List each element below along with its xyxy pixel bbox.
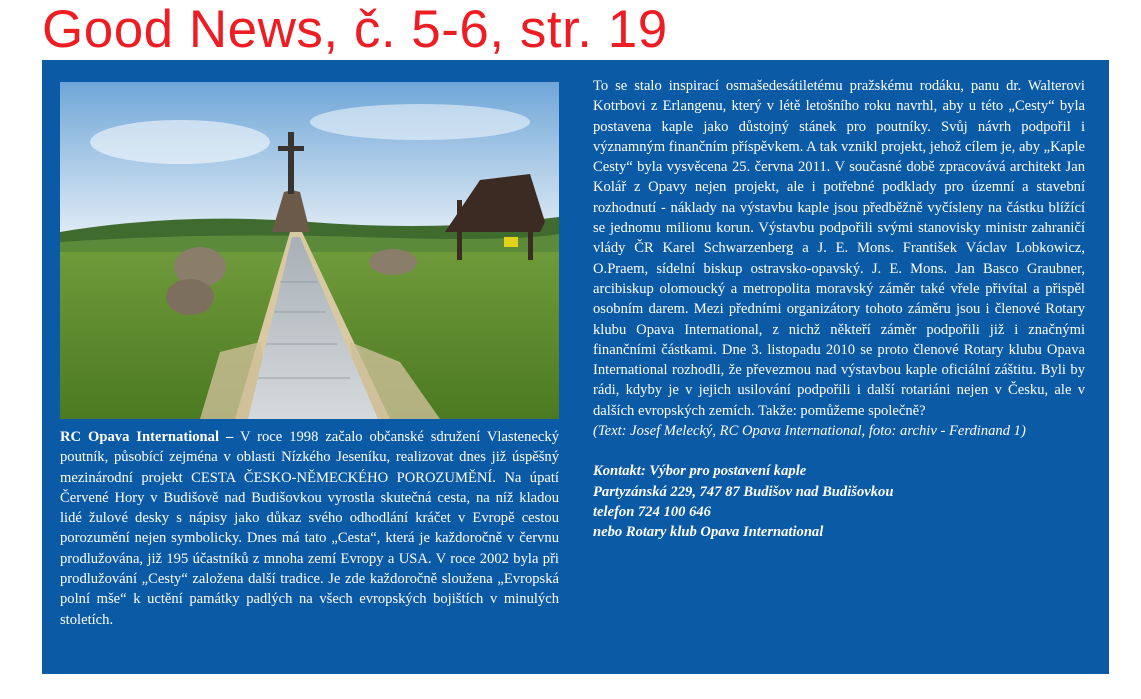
article-text-left: V roce 1998 začalo občanské sdružení Vlastenecký poutník, působící zejména v oblasti Nízkého Jeseníku, realizovat dnes již úspěšný mezinárodní projekt CESTA ČESKO-NĚMECKÉHO POROZUMĚNÍ. Na úpatí Červené Hory v Budišově nad Budišovkou vyrostla skutečná cesta, na níž kladou lidé žulové desky s nápisy jako důkaz svého odhodlání kráčet v Evropě cestou porozumění nejen symbolicky. Dnes má tato „Cesta“, která je každoročně v červnu prodlužována, již 195 účastníků z mnoha zemí Evropy a USA. V roce 2002 byla při prodlužování „Cesty“ založena další tradice. Je zde každoročně sloužena „Evropská polní mše“ k uctění památky padlých na všech evropských bojištích v minulých stoletích. — [60, 429, 559, 628]
article-column-right — [593, 76, 1085, 543]
club-name: RC Opava International – — [60, 429, 234, 445]
contact-phone: telefon 724 100 646 — [593, 503, 711, 520]
article-photo — [60, 82, 559, 419]
article-column-left — [60, 427, 559, 630]
contact-address: Partyzánská 229, 747 87 Budišov nad Budišovkou — [593, 483, 894, 500]
article-body-left — [60, 427, 559, 630]
article-text-right: To se stalo inspirací osmašedesátiletému pražskému rodáku, panu dr. Walterovi Kotrbovi z Erlangenu, který v létě letošního roku navrhl, aby u této „Cesty“ byla postavena kaple jako důstojný stánek pro poutníky. Svůj návrh podpořil i významným finančním příspěvkem. A tak vznikl projekt, jehož cílem je, aby „Kaple Cesty“ byla vysvěcena 25. června 2011. V současné době zpracovává architekt Jan Kolář z Opavy nejen projekt, ale i potřebné podklady pro územní a stavební rozhodnutí - náklady na výstavbu kaple jsou předběžně vyčísleny na částku blížící se jednomu milionu korun. Výstavbu podpořili svými stanovisky ministr zahraničí vlády ČR Karel Schwarzenberg a J. E. Mons. František Václav Lobkowicz, O.Praem, sídelní biskup ostravsko-opavský. J. E. Mons. Jan Basco Graubner, arcibiskup olomoucký a metropolita moravský záměr také vřele přivítal a přispěl osobním darem. Mezi předními organizátory tohoto záměru jsou i členové Rotary klubu Opava International, z nichž někteří záměr podpořili již i značnými finančními částkami. Dne 3. listopadu 2010 se proto členové Rotary klubu Opava International rozhodli, že převezmou nad výstavbou kaple oficiální záštitu. Byli by rádi, kdyby je v jejich usilování podpořili i další rotariáni nejen v Česku, ale v dalších evropských zemích. Takže: pomůžeme společně? — [593, 78, 1085, 419]
page-title: Good News, č. 5-6, str. 19 — [42, 0, 668, 59]
contact-club: nebo Rotary klub Opava International — [593, 524, 824, 541]
contact-block — [593, 461, 1085, 542]
photo-credit: (Text: Josef Melecký, RC Opava International, foto: archiv - Ferdinand 1) — [593, 423, 1026, 440]
contact-line: Kontakt: Výbor pro postavení kaple — [593, 463, 807, 480]
article-panel — [42, 60, 1109, 674]
